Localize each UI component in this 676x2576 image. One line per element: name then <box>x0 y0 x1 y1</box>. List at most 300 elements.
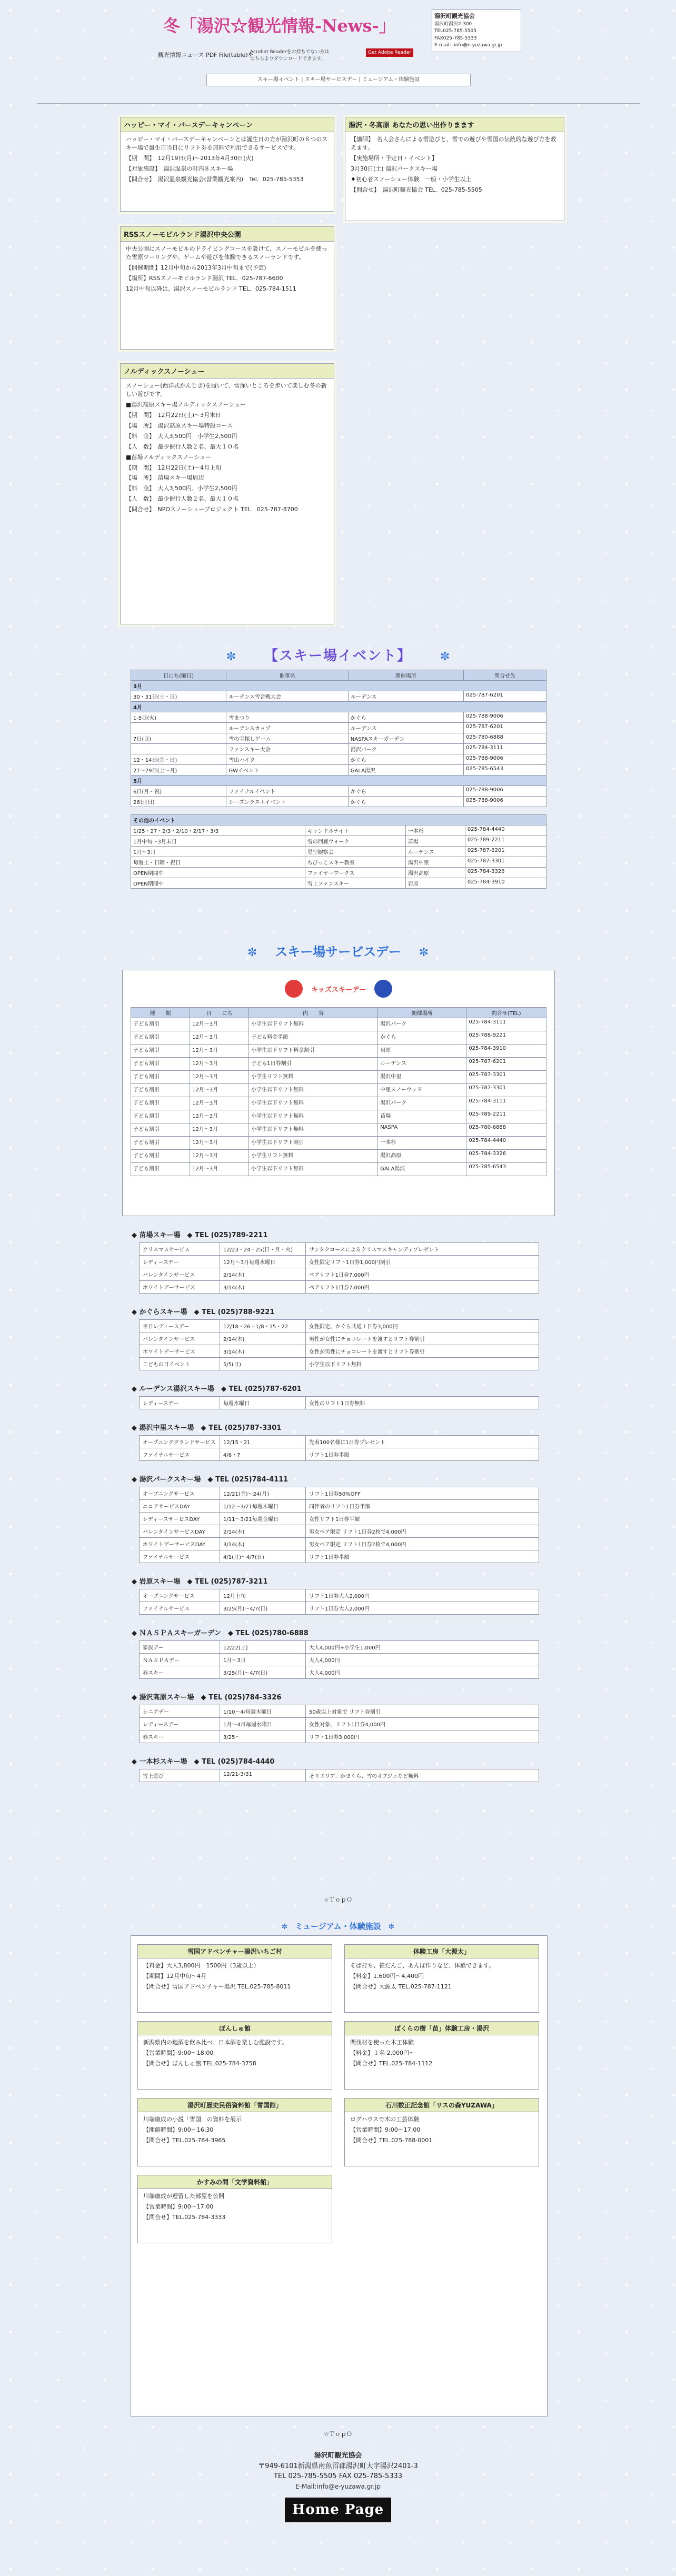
snowmobile-line: 12月中旬以降は、湯沢スノーモビルランド TEL．025-784-1511 <box>126 285 296 292</box>
table-cell: 雪上ファンスキー <box>305 878 405 889</box>
table-cell: ルーデンス <box>405 847 465 857</box>
nav-item-service[interactable]: スキー場サービスデー <box>304 77 357 83</box>
footer-phone: TEL 025-785-5505 FAX 025-785-5333 <box>273 2472 403 2480</box>
month-row <box>131 702 546 712</box>
snowshoe-line: 【料 金】 大人3,500円 小学生2,500円 <box>126 432 237 440</box>
column-header: 日 にち <box>190 1008 249 1018</box>
table-cell: バレンタインサービスDAY <box>140 1525 220 1538</box>
table-cell: ファイナルサービス <box>140 1602 220 1615</box>
table-cell: 女性限定、かぐら共通１日券3,000円 <box>306 1320 539 1332</box>
nav-item-museum[interactable]: ミュージアム・体験施設 <box>362 77 420 83</box>
table-cell: リフト1日券3,000円 <box>306 1730 539 1743</box>
museum-item <box>137 2175 332 2243</box>
resort-tel: TEL (025)784-4440 <box>202 1758 275 1766</box>
table-cell: そりエリア、かまくら、雪のオブジェなど無料 <box>306 1769 539 1782</box>
events-title: 【スキー場イベント】 <box>264 648 412 664</box>
table-cell: ルーデンス雪合戦大会 <box>226 691 348 702</box>
get-reader-button[interactable]: Get Adobe Reader <box>366 48 413 57</box>
museum-line: 【問合せ】TEL.025-788-0001 <box>350 2136 433 2144</box>
kids-title: キッズスキーデー <box>311 986 366 994</box>
events-table <box>131 670 546 807</box>
table-row <box>131 733 546 744</box>
resort-block <box>132 1474 553 1563</box>
resort-table <box>139 1435 539 1461</box>
table-cell: GWイベント <box>226 765 348 775</box>
table-row <box>131 878 546 889</box>
birthday-line: 【期 間】 12月19日(月)～2013年4月30日(火) <box>126 154 254 162</box>
table-cell: 4/6・7 <box>220 1448 306 1461</box>
table-cell: ファンスキー大会 <box>226 744 348 754</box>
table-cell: かぐら <box>348 754 463 765</box>
table-row <box>131 1163 546 1176</box>
table-cell: ちびっこスキー教室 <box>305 857 405 868</box>
table-cell: 小学生以下リフト無料 <box>249 1084 378 1097</box>
table-cell: リフト1日券半額 <box>306 1448 539 1461</box>
table-cell: 女性リフト1日券半額 <box>306 1513 539 1525</box>
resort-block <box>132 1692 553 1743</box>
table-row <box>140 1345 539 1358</box>
assoc-email[interactable]: E-mail：info@e-yuzawa.gr.jp <box>434 43 502 48</box>
table-cell: 女性が男性にチョコレートを渡すとリフト券割引 <box>306 1345 539 1358</box>
table-cell: 3/25(月)～4/7(日) <box>220 1666 306 1679</box>
table-cell: 025-780-6888 <box>466 1123 546 1137</box>
table-cell: 025-788-9006 <box>464 786 546 797</box>
table-cell: GALA湯沢 <box>348 765 463 775</box>
table-cell: 1/10～4/毎週木曜日 <box>220 1705 306 1718</box>
table-cell: ホワイトデーサービス <box>140 1281 220 1294</box>
museum-box <box>131 1935 548 2416</box>
month-label: 3月 <box>131 681 546 691</box>
birthday-title: ハッピー・マイ・バースデーキャンペーン <box>121 117 334 132</box>
table-cell: 025-787-6201 <box>464 723 546 733</box>
header-row <box>131 670 546 681</box>
museum-item-title: 雪国アドベンチャー湯沢いちご村 <box>138 1945 332 1958</box>
resort-block <box>132 1627 553 1679</box>
resort-heading <box>132 1306 553 1316</box>
resort-tel: TEL (025)788-9221 <box>202 1308 275 1316</box>
table-cell: かぐら <box>348 797 463 807</box>
diamond-icon: ◆ <box>132 1758 140 1766</box>
birthday-line: 【対象施設】 湯沢温泉の町内８スキー場 <box>126 165 233 172</box>
museum-line: 【問合せ】大源太 TEL.025-787-1121 <box>350 1983 452 1990</box>
column-header: 問合せ先 <box>464 670 546 681</box>
diamond-icon: ◆ <box>132 1385 140 1393</box>
resort-block <box>132 1306 553 1370</box>
column-header: 日にち(曜日) <box>131 670 226 681</box>
table-row <box>131 723 546 733</box>
snowflake-icon: ✼ <box>440 650 450 663</box>
table-cell: ホワイトデーサービス <box>140 1345 220 1358</box>
resort-block <box>132 1229 553 1294</box>
snowflake-icon: ✼ <box>226 650 236 663</box>
table-cell: 男性が女性にチョコレートを渡すとリフト券割引 <box>306 1332 539 1345</box>
snowshoe-line: ■湯沢高原スキー場ノルディックスノーシュー <box>126 401 246 408</box>
table-cell: 025-784-4440 <box>465 825 546 836</box>
memory-line: 3月30日(土) 湯沢パークスキー場 <box>351 165 438 172</box>
resort-table <box>139 1242 539 1294</box>
snowshoe-line: 【料 金】 大人3,500円、小学生2,500円 <box>126 485 237 492</box>
table-row <box>131 868 546 878</box>
birthday-line: 【問合せ】 湯沢温泉観光協会(営業観光案内) Tel．025-785-5353 <box>126 175 304 183</box>
resort-name: かぐらスキー場 <box>139 1308 187 1316</box>
resort-heading <box>132 1474 553 1484</box>
museum-item-title: 体験工房「大源太」 <box>345 1945 539 1958</box>
table-cell: ルーデンス <box>378 1058 466 1071</box>
resort-tel: TEL (025)787-6201 <box>228 1385 302 1393</box>
table-row <box>140 1436 539 1448</box>
table-row <box>140 1358 539 1370</box>
snowshoe-line: ■苗場ノルディックスノーシュー <box>126 453 212 461</box>
table-cell: 小学生以下リフト無料 <box>249 1110 378 1123</box>
resort-name: 湯沢中里スキー場 <box>139 1424 194 1432</box>
table-cell: 025-787-3301 <box>465 857 546 868</box>
table-row <box>140 1525 539 1538</box>
snowflake-icon: ✼ <box>247 946 257 959</box>
table-cell: 12/18・26・1/8・15・22 <box>220 1320 306 1332</box>
table-cell: 025-787-3301 <box>466 1071 546 1084</box>
table-cell: 12月上旬 <box>220 1589 306 1602</box>
table-row <box>131 1058 546 1071</box>
table-cell: 1-5日(火) <box>131 712 226 723</box>
table-cell: 025-787-3301 <box>466 1084 546 1097</box>
table-cell: 平日レディースデー <box>140 1320 220 1332</box>
table-cell: 1/11～3/21毎週金曜日 <box>220 1513 306 1525</box>
birthday-box <box>120 117 334 212</box>
diamond-icon: ◆ <box>187 1308 202 1316</box>
snowshoe-line: スノーシュー(西洋式かんじき)を履いて、雪深いところを歩いて楽しむ冬の新しい遊びです。 <box>126 382 327 397</box>
table-cell: 女性のリフト1日券無料 <box>306 1397 539 1409</box>
diamond-icon: ◆ <box>194 1694 209 1702</box>
snowshoe-line: 【場 所】 湯沢高原スキー場特設コース <box>126 422 233 429</box>
table-cell: 12月～3月 <box>190 1058 249 1071</box>
table-row <box>140 1589 539 1602</box>
events-table-wrap <box>131 670 546 889</box>
table-cell: 湯沢パーク <box>378 1018 466 1031</box>
assoc-address: 湯沢町湯沢2-300 <box>434 21 472 27</box>
table-cell: 025-784-3326 <box>465 868 546 878</box>
table-cell: 30・31日(土・日) <box>131 691 226 702</box>
column-header: 内 容 <box>249 1008 378 1018</box>
table-cell: バレンタインサービス <box>140 1268 220 1281</box>
museum-line: ログハウスで木の工芸体験 <box>350 2116 420 2123</box>
table-cell: 025-787-6201 <box>465 847 546 857</box>
table-cell: 子ども割引 <box>131 1110 190 1123</box>
table-cell: バレンタインサービス <box>140 1332 220 1345</box>
diamond-icon: ◆ <box>132 1424 140 1432</box>
table-cell: 1月～3月 <box>131 847 305 857</box>
resort-table <box>139 1396 539 1409</box>
resort-tel: TEL (025)787-3211 <box>195 1578 268 1586</box>
table-cell: 7日(日) <box>131 733 226 744</box>
table-cell: 1/25・27・2/3・2/10・2/17・3/3 <box>131 825 305 836</box>
table-cell: 5/5(日) <box>220 1358 306 1370</box>
table-cell: 子ども割引 <box>131 1045 190 1058</box>
table-cell: クリスマスサービス <box>140 1243 220 1256</box>
museum-line: 【営業時間】9:00～18:00 <box>143 2049 214 2056</box>
snowshoe-line: 【期 間】 12月22日(土)～4月上旬 <box>126 464 222 471</box>
table-cell: 小学生以下リフト料金割引 <box>249 1045 378 1058</box>
header <box>158 9 526 67</box>
table-cell: 6日(月・祝) <box>131 786 226 797</box>
table-row <box>131 1031 546 1045</box>
nav-item-events[interactable]: スキー場イベント <box>257 77 300 83</box>
table-cell: 湯沢高原 <box>378 1150 466 1163</box>
table-cell: かぐら <box>378 1031 466 1045</box>
table-row <box>140 1550 539 1563</box>
assoc-fax: FAX025-785-5333 <box>434 35 477 41</box>
resort-table <box>139 1769 539 1782</box>
table-cell: 025-789-2211 <box>466 1110 546 1123</box>
table-cell: 12月～3月毎週水曜日 <box>220 1256 306 1268</box>
table-row <box>140 1538 539 1550</box>
table-cell: ファイナルイベント <box>226 786 348 797</box>
table-cell: 男女ペア限定 リフト1日券2枚で4,000円 <box>306 1538 539 1550</box>
resort-heading <box>132 1383 553 1393</box>
table-cell: 小学生以下リフト無料 <box>249 1018 378 1031</box>
table-cell: 12月～3月 <box>190 1018 249 1031</box>
resort-name: 苗場スキー場 <box>139 1231 181 1239</box>
nav-bar: スキー場イベント | スキー場サービスデー | ミュージアム・体験施設 <box>206 74 471 86</box>
table-cell: シニアデー <box>140 1705 220 1718</box>
snowmobile-line: 【場所】RSSスノーモビルランド湯沢 TEL．025-787-6600 <box>126 274 283 282</box>
table-cell <box>131 723 226 733</box>
museum-line: 【問合せ】TEL.025-784-3333 <box>143 2213 226 2221</box>
resort-list <box>132 1229 553 1795</box>
diamond-icon: ◆ <box>132 1694 140 1702</box>
memory-title: 湯沢・冬高原 あなたの思い出作りまます <box>345 117 564 132</box>
table-cell: 星空観察会 <box>305 847 405 857</box>
table-row <box>131 786 546 797</box>
snowmobile-line: 中央公園にスノーモビルのドライビングコースを設けて、スノーモビルを使った雪原ツーリングや、ゲームや遊びを体験できるスノーランドです。 <box>126 245 327 261</box>
table-cell: 025-784-3326 <box>466 1150 546 1163</box>
table-cell: 27～29日(土～月) <box>131 765 226 775</box>
month-label: 4月 <box>131 702 546 712</box>
table-row <box>131 847 546 857</box>
table-row <box>140 1268 539 1281</box>
museum-item-body <box>138 2189 332 2243</box>
memory-line: ♦初心者スノーシュー体験 一般・小学生以上 <box>351 175 472 183</box>
table-cell: ファイヤーワークス <box>305 868 405 878</box>
snowmobile-box <box>120 226 334 350</box>
resort-table <box>139 1487 539 1563</box>
kid-icon <box>285 980 303 998</box>
table-cell: 小学生リフト無料 <box>249 1071 378 1084</box>
reader-note-2: こちらよりダウンロードできます。 <box>250 56 326 62</box>
table-cell: 家族デー <box>140 1641 220 1654</box>
table-cell: 025-785-6543 <box>466 1163 546 1176</box>
table-cell: 岩原 <box>405 878 465 889</box>
snowshoe-line: 【人 数】 最少催行人数２名、最大１０名 <box>126 495 239 503</box>
museum-item-title: ぽんしゅ館 <box>138 2022 332 2035</box>
table-cell: 12月～3月 <box>190 1123 249 1137</box>
table-cell: 025-788-9006 <box>464 754 546 765</box>
table-cell: ペアリフト1日券7,000円 <box>306 1281 539 1294</box>
table-cell: 1月中旬～3月末日 <box>131 836 305 847</box>
table-cell: 中里スノーウッド <box>378 1084 466 1097</box>
table-cell: 小学生以下リフト無料 <box>249 1123 378 1137</box>
table-row <box>131 744 546 754</box>
table-cell: リフト1日券大人2,000円 <box>306 1602 539 1615</box>
other-events-title: その他のイベント <box>131 815 546 825</box>
table-cell: 男女ペア限定 リフト1日券2枚で4,000円 <box>306 1525 539 1538</box>
snowshoe-line: 【問合せ】 NPOスノーシュープロジェクト TEL．025-787-8700 <box>126 506 298 513</box>
table-row <box>140 1448 539 1461</box>
footer <box>180 2451 496 2522</box>
snowshoe-line: 【人 数】 最少催行人数２名、最大１０名 <box>126 443 239 450</box>
museum-line: 【料金】大人3,800円 1500円（3歳以上） <box>143 1962 260 1969</box>
resort-heading <box>132 1692 553 1702</box>
divider <box>37 103 640 104</box>
table-cell: 1/12～3/21毎週木曜日 <box>220 1500 306 1513</box>
museum-item <box>137 2098 332 2166</box>
resort-heading <box>132 1756 553 1766</box>
column-header: 開催場所 <box>378 1008 466 1018</box>
resort-block <box>132 1756 553 1782</box>
resort-table <box>139 1640 539 1679</box>
table-row <box>131 691 546 702</box>
diamond-icon: ◆ <box>194 1424 209 1432</box>
month-label: 5月 <box>131 775 546 786</box>
table-cell: ルーデンスカップ <box>226 723 348 733</box>
table-cell: 12/23・24・25(日・月・火) <box>220 1243 306 1256</box>
table-row <box>140 1666 539 1679</box>
resort-name: ルーデンス湯沢スキー場 <box>139 1385 214 1393</box>
table-cell: 025-780-6888 <box>464 733 546 744</box>
table-cell: 12月～3月 <box>190 1071 249 1084</box>
table-row <box>131 1045 546 1058</box>
table-cell: 子ども割引 <box>131 1084 190 1097</box>
column-header: 種 類 <box>131 1008 190 1018</box>
column-header: 開催場所 <box>348 670 463 681</box>
museum-item <box>344 2021 539 2090</box>
table-row <box>140 1500 539 1513</box>
table-cell: 子ども割引 <box>131 1150 190 1163</box>
table-cell: レディースデー <box>140 1718 220 1730</box>
resort-tel: TEL (025)787-3301 <box>208 1424 282 1432</box>
table-cell: 025-787-6201 <box>466 1058 546 1071</box>
header-row <box>131 1008 546 1018</box>
resort-table <box>139 1589 539 1615</box>
diamond-icon: ◆ <box>132 1578 140 1586</box>
museum-line: 間伐材を使った木工体験 <box>350 2039 414 2046</box>
table-cell: リフト1日券半額 <box>306 1550 539 1563</box>
snowmobile-title: RSSスノーモビルランド湯沢中央公園 <box>121 227 334 242</box>
museum-title: ミュージアム・体験施設 <box>295 1922 381 1931</box>
table-row <box>140 1243 539 1256</box>
home-page-button[interactable]: Home Page <box>285 2498 391 2522</box>
table-cell: 子ども割引 <box>131 1097 190 1110</box>
table-cell: 2/14(木) <box>220 1268 306 1281</box>
snowshoe-line: 【場 所】 苗場スキー場周辺 <box>126 474 204 482</box>
table-cell: 025-785-6543 <box>464 765 546 775</box>
month-row <box>131 681 546 691</box>
museum-line: そば打ち、笹だんご、あんぽ作りなど、体験できます。 <box>350 1962 495 1969</box>
snowflake-icon: ✼ <box>388 1923 395 1931</box>
table-row <box>140 1513 539 1525</box>
table-cell: 12月～3月 <box>190 1163 249 1176</box>
table-row <box>140 1397 539 1409</box>
table-cell: ニコアサービスDAY <box>140 1500 220 1513</box>
table-cell: 025-784-4440 <box>466 1137 546 1150</box>
snowshoe-box <box>120 363 334 624</box>
diamond-icon: ◆ <box>201 1476 215 1484</box>
table-cell: 雪の宝探しゲーム <box>226 733 348 744</box>
table-cell: 湯沢中里 <box>378 1071 466 1084</box>
table-cell: ファイナルサービス <box>140 1550 220 1563</box>
table-cell: 先着100名様に1日券プレゼント <box>306 1436 539 1448</box>
table-cell: 025-784-3910 <box>465 878 546 889</box>
table-row <box>140 1487 539 1500</box>
resort-tel: TEL (025)780-6888 <box>235 1629 309 1637</box>
column-header: 催事名 <box>226 670 348 681</box>
table-cell: 12月～3月 <box>190 1150 249 1163</box>
table-cell: 一本杉 <box>378 1137 466 1150</box>
table-row <box>131 1110 546 1123</box>
table-cell: 4/1(月)～4/7(日) <box>220 1550 306 1563</box>
snowflake-icon: ✼ <box>281 1923 288 1931</box>
table-row <box>140 1730 539 1743</box>
table-cell: オープニンググランドサービス <box>140 1436 220 1448</box>
service-heading <box>200 941 476 960</box>
table-cell: 3/14(木) <box>220 1345 306 1358</box>
table-cell: 3/14(木) <box>220 1281 306 1294</box>
table-cell: NASPAスキーガーデン <box>348 733 463 744</box>
top-link[interactable]: ☆ＴｏｐＯ <box>324 1896 352 1903</box>
museum-item-body <box>345 2112 539 2166</box>
table-row <box>140 1281 539 1294</box>
table-cell: 025-788-9006 <box>464 712 546 723</box>
table-cell: 子ども割引 <box>131 1071 190 1084</box>
table-cell: 湯沢高原 <box>405 868 465 878</box>
table-row <box>131 1150 546 1163</box>
reader-note: Acrobat Readerをお持ちでない方は <box>250 49 330 55</box>
museum-line: 川端康成の小説「雪国」の資料を展示 <box>143 2116 242 2123</box>
contact-box <box>432 9 521 52</box>
table-cell: 苗場 <box>378 1110 466 1123</box>
table-cell: ルーデンス <box>348 691 463 702</box>
table-cell: 2/14(木) <box>220 1525 306 1538</box>
table-cell: 3/25～ <box>220 1730 306 1743</box>
resort-heading <box>132 1576 553 1586</box>
table-cell: レディースデー <box>140 1397 220 1409</box>
table-row <box>140 1332 539 1345</box>
service-title: スキー場サービスデー <box>275 944 401 959</box>
birthday-line: ハッピー・マイ・バースデーキャンペーンとは誕生日の方が湯沢町の８つのスキー場で誕生日当日にリフト券を無料で利用できるサービスです。 <box>126 136 328 151</box>
table-cell: 大人4,000円 <box>306 1654 539 1666</box>
table-row <box>140 1705 539 1718</box>
footer-email[interactable]: E-Mail:info@e-yuzawa.gr.jp <box>295 2482 381 2490</box>
museum-item <box>137 2021 332 2090</box>
table-cell: 子ども割引 <box>131 1018 190 1031</box>
top-link[interactable]: ☆ＴｏｐＯ <box>324 2431 352 2438</box>
table-cell: 春スキー <box>140 1666 220 1679</box>
diamond-icon: ◆ <box>132 1231 140 1239</box>
museum-item-body <box>345 1958 539 2012</box>
museum-item <box>137 1944 332 2013</box>
memory-box <box>345 117 564 221</box>
table-row <box>131 857 546 868</box>
table-row <box>131 712 546 723</box>
table-cell: レディースデー <box>140 1256 220 1268</box>
table-cell: OPEN期間中 <box>131 868 305 878</box>
resort-heading <box>132 1627 553 1637</box>
snowflake-icon: ✼ <box>419 946 429 959</box>
events-heading <box>211 645 465 664</box>
resort-table <box>139 1319 539 1370</box>
table-cell: ホワイトデーサービスDAY <box>140 1538 220 1550</box>
other-events-table <box>131 814 546 889</box>
table-row <box>140 1256 539 1268</box>
